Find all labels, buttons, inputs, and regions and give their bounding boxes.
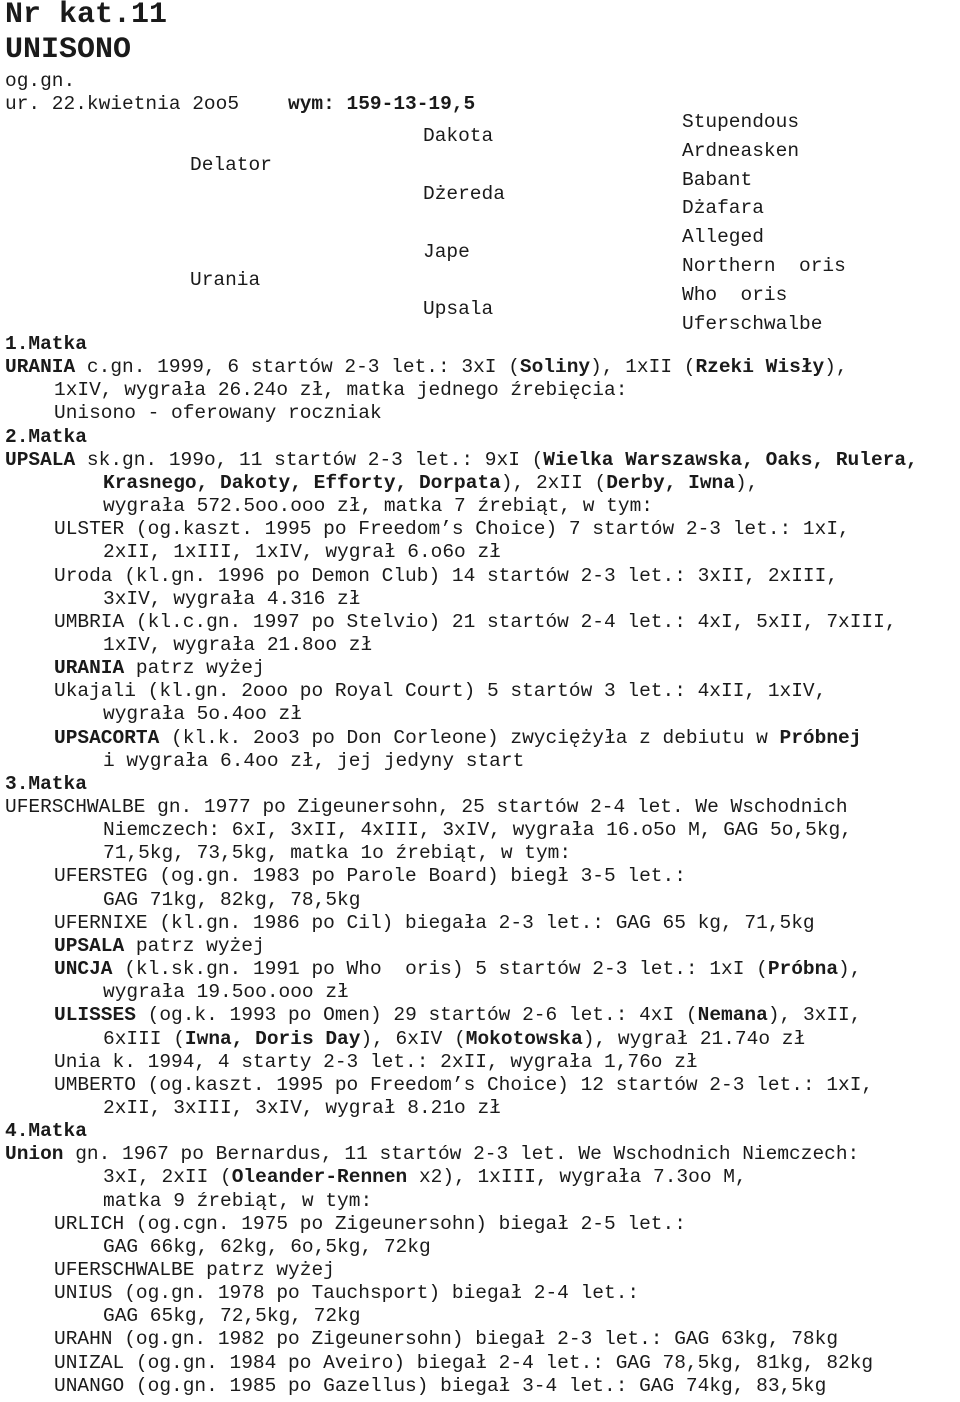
pedigree-g3: Northern oris bbox=[682, 255, 846, 277]
entry-line bbox=[54, 1282, 639, 1305]
entry-line bbox=[54, 1051, 698, 1074]
entry-line bbox=[103, 842, 571, 865]
bold-text: Krasnego, Dakoty, Efforty, Dorpata bbox=[103, 471, 501, 494]
entry-line bbox=[103, 634, 372, 657]
entry-line bbox=[54, 518, 850, 541]
text-segment: ), bbox=[824, 356, 848, 379]
bold-text: Soliny bbox=[519, 356, 591, 379]
pedigree-sire-dam: Dżereda bbox=[423, 183, 505, 205]
text-segment: 1xIV, wygrała 21.8oo zł bbox=[103, 633, 373, 656]
entry-line bbox=[54, 1004, 861, 1027]
entry-line bbox=[103, 750, 524, 773]
bold-text: UPSALA bbox=[5, 448, 76, 471]
text-segment: (kl.sk.gn. 1991 po Who oris) 5 startów 2-3 let.: 1xI ( bbox=[112, 958, 768, 981]
entry-line bbox=[5, 796, 848, 819]
text-segment: UFERSTEG (og.gn. 1983 po Parole Board) biegł 3-5 let.: bbox=[54, 865, 686, 888]
pedigree-sire: Delator bbox=[190, 154, 272, 176]
bold-text: URANIA bbox=[5, 356, 76, 379]
text-segment: patrz wyżej bbox=[124, 657, 265, 680]
entry-line bbox=[54, 657, 265, 680]
entry-line bbox=[54, 1213, 686, 1236]
pedigree-sire-sire: Dakota bbox=[423, 125, 494, 147]
pedigree-dam-sire: Jape bbox=[423, 241, 470, 263]
text-segment: 3xIV, wygrała 4.316 zł bbox=[103, 587, 361, 610]
entry-line bbox=[54, 935, 265, 958]
entry-line bbox=[54, 865, 686, 888]
section-title: 3.Matka bbox=[5, 772, 87, 795]
entry-line bbox=[54, 1074, 873, 1097]
horse-name: UNISONO bbox=[5, 33, 132, 67]
entry-line bbox=[54, 1375, 826, 1398]
text-segment: 1xIV, wygrała 26.24o zł, matka jednego źrebięcia: bbox=[54, 379, 628, 402]
text-segment: patrz wyżej bbox=[124, 934, 265, 957]
entry-line bbox=[54, 1259, 335, 1282]
entry-line bbox=[54, 680, 826, 703]
bold-text: Mokotowska bbox=[465, 1027, 583, 1050]
entry-line bbox=[103, 472, 758, 495]
entry-line bbox=[54, 727, 861, 750]
text-segment: GAG 66kg, 62kg, 6o,5kg, 72kg bbox=[103, 1235, 431, 1258]
bold-text: UPSACORTA bbox=[54, 726, 160, 749]
pedigree-g3: Stupendous bbox=[682, 111, 800, 133]
entry-line bbox=[103, 495, 653, 518]
pedigree-g3: Alleged bbox=[682, 226, 764, 248]
text-segment: (kl.k. 2oo3 po Don Corleone) zwyciężyła z debiutu w bbox=[159, 726, 780, 749]
text-segment: URLICH (og.cgn. 1975 po Zigeunersohn) biegał 2-5 let.: bbox=[54, 1212, 686, 1235]
text-segment: Ukajali (kl.gn. 2ooo po Royal Court) 5 startów 3 let.: 4xII, 1xIV, bbox=[54, 680, 827, 703]
entry-line bbox=[103, 1236, 431, 1259]
entry-line bbox=[103, 1028, 805, 1051]
bold-text: Próbnej bbox=[779, 726, 862, 749]
text-segment: ULSTER (og.kaszt. 1995 po Freedom’s Choice) 7 startów 2-3 let.: 1xI, bbox=[54, 518, 850, 541]
text-segment: (og.k. 1993 po Omen) 29 startów 2-6 let.: 4xI ( bbox=[135, 1004, 698, 1027]
bold-text: ULISSES bbox=[54, 1004, 136, 1027]
text-segment: UFERSCHWALBE gn. 1977 po Zigeunersohn, 25 startów 2-4 let. We Wschodnich bbox=[5, 796, 848, 818]
text-segment: UFERNIXE (kl.gn. 1986 po Cil) biegała 2-3 let.: GAG 65 kg, 71,5kg bbox=[54, 911, 815, 934]
text-segment: UNIZAL (og.gn. 1984 po Aveiro) biegał 2-4 let.: GAG 78,5kg, 81kg, 82kg bbox=[54, 1351, 874, 1374]
section-title: 1.Matka bbox=[5, 333, 87, 355]
bold-text: Próbna bbox=[767, 958, 839, 981]
text-segment: x2), 1xIII, wygrała 7.3oo M, bbox=[407, 1166, 747, 1189]
text-segment: ), wygrał 21.74o zł bbox=[582, 1027, 806, 1050]
entry-line bbox=[54, 565, 838, 588]
text-segment: 6xIII ( bbox=[103, 1027, 185, 1050]
text-segment: UFERSCHWALBE patrz wyżej bbox=[54, 1259, 335, 1281]
section-title: 2.Matka bbox=[5, 425, 87, 448]
text-segment: ), 6xIV ( bbox=[360, 1027, 466, 1050]
text-segment: 2xII, 3xIII, 3xIV, wygrał 8.21o zł bbox=[103, 1096, 501, 1119]
entry-line bbox=[103, 1097, 501, 1120]
text-segment: Unisono - oferowany roczniak bbox=[54, 402, 382, 425]
entry-line bbox=[54, 958, 861, 981]
bold-text: UNCJA bbox=[54, 958, 113, 981]
entry-line bbox=[5, 356, 848, 379]
text-segment: GAG 71kg, 82kg, 78,5kg bbox=[103, 888, 361, 911]
text-segment: ), 2xII ( bbox=[500, 471, 607, 494]
entry-line bbox=[54, 379, 627, 402]
bold-text: Oleander-Rennen bbox=[231, 1166, 408, 1189]
measurements: wym: 159-13-19,5 bbox=[288, 93, 476, 115]
entry-line bbox=[103, 819, 852, 842]
pedigree-g3: Ardneasken bbox=[682, 140, 800, 162]
text-segment: c.gn. 1999, 6 startów 2-3 let.: 3xI ( bbox=[75, 356, 520, 379]
entry-line bbox=[103, 1190, 372, 1213]
horse-color-sex: og.gn. bbox=[5, 70, 76, 92]
text-segment: ), 3xII, bbox=[767, 1004, 862, 1027]
entry-line bbox=[5, 1143, 859, 1166]
entry-line bbox=[103, 889, 360, 912]
section-title: 4.Matka bbox=[5, 1120, 87, 1143]
catalog-number: Nr kat.11 bbox=[5, 0, 168, 32]
entry-line bbox=[54, 1328, 838, 1351]
entry-line bbox=[103, 588, 360, 611]
bold-text: Iwna, Doris Day bbox=[184, 1027, 361, 1050]
text-segment: UNIUS (og.gn. 1978 po Tauchsport) biegał 2-4 let.: bbox=[54, 1282, 640, 1305]
text-segment: 71,5kg, 73,5kg, matka 1o źrebiąt, w tym: bbox=[103, 842, 572, 865]
entry-line bbox=[103, 1305, 360, 1328]
text-segment: ), bbox=[838, 958, 862, 981]
bold-text: Rzeki Wisły bbox=[695, 356, 825, 379]
bold-text: Wielka Warszawska, Oaks, Rulera, bbox=[543, 448, 918, 471]
bold-text: Union bbox=[5, 1143, 64, 1166]
text-segment: ), 1xII ( bbox=[590, 356, 696, 379]
text-segment: 3xI, 2xII ( bbox=[103, 1166, 232, 1189]
entry-line bbox=[103, 703, 302, 726]
text-segment: sk.gn. 199o, 11 startów 2-3 let.: 9xI ( bbox=[75, 448, 544, 471]
text-segment: UNANGO (og.gn. 1985 po Gazellus) biegał 3-4 let.: GAG 74kg, 83,5kg bbox=[54, 1374, 827, 1397]
text-segment: gn. 1967 po Bernardus, 11 startów 2-3 let. We Wschodnich Niemczech: bbox=[63, 1143, 860, 1166]
entry-line bbox=[103, 1166, 747, 1189]
text-segment: wygrała 5o.4oo zł bbox=[103, 703, 302, 726]
pedigree-dam-dam: Upsala bbox=[423, 298, 494, 320]
text-segment: UMBERTO (og.kaszt. 1995 po Freedom’s Choice) 12 startów 2-3 let.: 1xI, bbox=[54, 1073, 874, 1096]
pedigree-g3: Dżafara bbox=[682, 197, 764, 219]
text-segment: matka 9 źrebiąt, w tym: bbox=[103, 1189, 373, 1212]
text-segment: Uroda (kl.gn. 1996 po Demon Club) 14 startów 2-3 let.: 3xII, 2xIII, bbox=[54, 564, 839, 587]
text-segment: 2xII, 1xIII, 1xIV, wygrał 6.o6o zł bbox=[103, 541, 501, 564]
bold-text: Derby, Iwna bbox=[606, 471, 735, 494]
text-segment: Unia k. 1994, 4 starty 2-3 let.: 2xII, wygrała 1,76o zł bbox=[54, 1050, 698, 1073]
entry-line bbox=[54, 1352, 873, 1375]
bold-text: URANIA bbox=[54, 657, 125, 680]
text-segment: GAG 65kg, 72,5kg, 72kg bbox=[103, 1305, 361, 1328]
text-segment: wygrała 19.5oo.ooo zł bbox=[103, 981, 349, 1004]
text-segment: URAHN (og.gn. 1982 po Zigeunersohn) biegał 2-3 let.: GAG 63kg, 78kg bbox=[54, 1328, 839, 1351]
text-segment: i wygrała 6.4oo zł, jej jedyny start bbox=[103, 749, 525, 772]
pedigree-g3: Uferschwalbe bbox=[682, 313, 823, 335]
bold-text: Nemana bbox=[697, 1004, 768, 1027]
pedigree-dam: Urania bbox=[190, 269, 261, 291]
text-segment: Niemczech: 6xI, 3xII, 4xIII, 3xIV, wygrała 16.o5o M, GAG 5o,5kg, bbox=[103, 819, 852, 842]
entry-line bbox=[103, 541, 501, 564]
pedigree-g3: Who oris bbox=[682, 284, 788, 306]
bold-text: UPSALA bbox=[54, 934, 125, 957]
text-segment: UMBRIA (kl.c.gn. 1997 po Stelvio) 21 startów 2-4 let.: 4xI, 5xII, 7xIII, bbox=[54, 610, 897, 633]
entry-line bbox=[54, 611, 897, 634]
entry-line bbox=[54, 912, 815, 935]
text-segment: wygrała 572.5oo.ooo zł, matka 7 źrebiąt, w tym: bbox=[103, 495, 653, 518]
text-segment: ), bbox=[734, 471, 759, 494]
entry-line bbox=[54, 402, 382, 425]
entry-line bbox=[103, 981, 349, 1004]
pedigree-g3: Babant bbox=[682, 169, 753, 191]
birth-date: ur. 22.kwietnia 2oo5 bbox=[5, 93, 240, 115]
entry-line bbox=[5, 449, 918, 472]
